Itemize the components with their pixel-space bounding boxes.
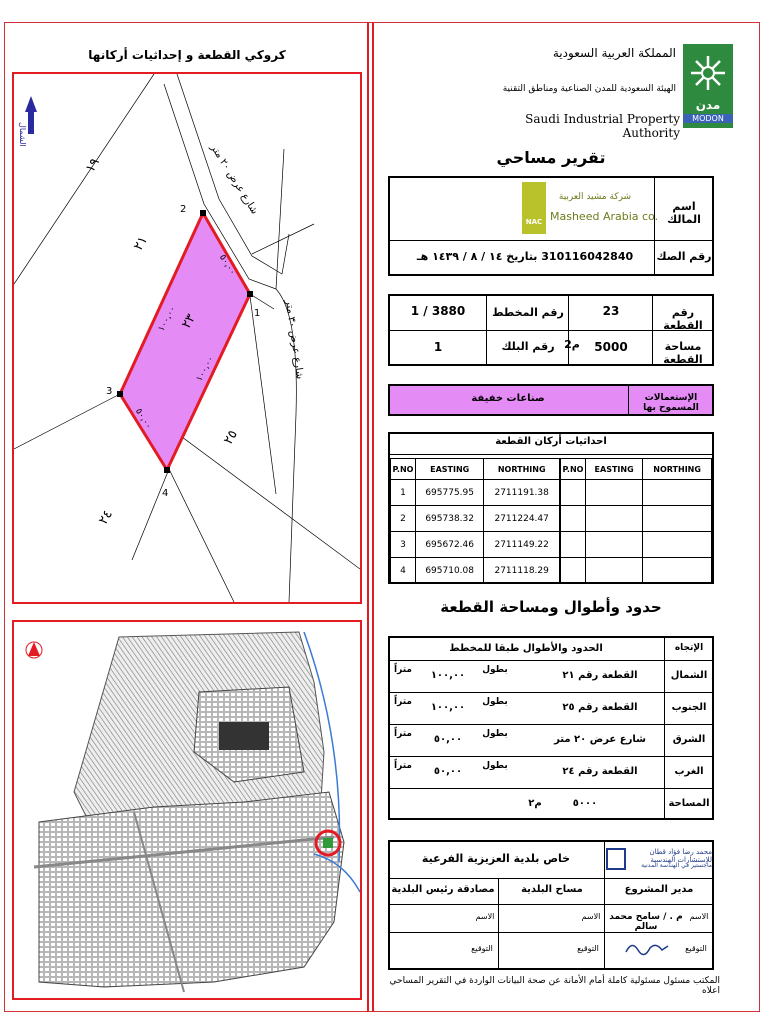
sketch-title: كروكي القطعة و إحداثيات أركانها xyxy=(88,48,286,62)
cell-easting: 695672.46 xyxy=(416,532,484,558)
municipality-title: خاص بلدية العزيزية الفرعية xyxy=(421,852,571,865)
neighbor-19: ١٩ xyxy=(82,155,103,176)
bound-desc: القطعة رقم ٢٤ xyxy=(562,766,638,777)
bound-len: ٥٠,٠٠ xyxy=(433,766,463,777)
cell-northing: 2711224.47 xyxy=(484,506,560,532)
plot-no-value: 23 xyxy=(602,304,620,318)
bound-dir: الغرب xyxy=(674,766,704,777)
mayor-approval-title: مصادقة رئيس البلدية xyxy=(391,884,495,895)
company-logo xyxy=(522,182,546,234)
bound-desc: شارع عرض ٢٠ متر xyxy=(554,734,646,745)
street-top-label: شارع عرض ٢٠ متر xyxy=(208,142,260,217)
report-title: تقرير مساحي xyxy=(496,148,606,167)
north-label: الشمال xyxy=(18,122,27,147)
plot-number-label: ٢٣ xyxy=(178,311,199,332)
header-pno-2: P.NO xyxy=(561,459,586,480)
col-direction: الإتجاه xyxy=(674,643,704,653)
usage-box xyxy=(388,384,714,416)
dim-left: ١٠٠,٠٠ xyxy=(156,304,179,334)
plot-info-box xyxy=(388,294,714,366)
table-row xyxy=(391,506,560,532)
office-sub: ماجستير في الهندسة المدنية xyxy=(641,862,712,869)
cell-northing: 2711191.38 xyxy=(484,480,560,506)
bound-dir: الشمال xyxy=(670,670,708,681)
footer-disclaimer: المكتب مسئول مسئولية كاملة أمام الأمانة عن صحة البيانات الواردة في التقرير المساحي اعلاه xyxy=(389,976,720,996)
company-name-en: Masheed Arabia co. xyxy=(550,210,659,223)
manager-signature-icon xyxy=(622,936,672,960)
center-divider xyxy=(367,22,369,1012)
block-value: 1 xyxy=(433,340,443,354)
owner-label: اسم المالك xyxy=(667,200,701,226)
bound-len: ١٠٠,٠٠ xyxy=(430,670,466,681)
owner-box xyxy=(388,176,714,276)
street-right-label: شارع عرض ٣٠ متر xyxy=(282,299,306,380)
block-label: رقم البلك xyxy=(501,340,555,353)
municipality-surveyor-title: مساح البلدية xyxy=(521,884,583,895)
usage-label: الإستعمالات المسموح بها xyxy=(643,393,699,413)
bound-desc: القطعة رقم ٢٥ xyxy=(562,702,638,713)
cell-northing: 2711149.22 xyxy=(484,532,560,558)
logo-text-ar: مدن xyxy=(695,98,721,112)
area-label: مساحة القطعة xyxy=(663,340,703,366)
table-row xyxy=(391,532,560,558)
corner-2: 2 xyxy=(180,204,187,215)
usage-value: صناعات خفيفة xyxy=(471,393,545,404)
neighbor-21: ٢١ xyxy=(130,233,151,254)
office-stamp xyxy=(606,846,712,876)
header-easting-2: EASTING xyxy=(586,459,643,480)
table-row xyxy=(391,558,560,584)
bound-row-east xyxy=(390,725,712,756)
corner-3: 3 xyxy=(106,386,113,397)
cell-pno: 1 xyxy=(391,480,416,506)
map-north-icon xyxy=(28,642,40,656)
area-unit: م2 xyxy=(564,338,580,351)
dim-right: ١٠٠,٠٠ xyxy=(194,354,217,384)
coords-title: احداثيات أركان القطعة xyxy=(495,436,607,447)
sketch-drawing xyxy=(14,74,360,602)
location-map-panel xyxy=(12,620,362,1000)
coords-box xyxy=(388,432,714,584)
name-label-3: الاسم xyxy=(475,912,495,921)
cell-easting: 695775.95 xyxy=(416,480,484,506)
area-value: 5000 xyxy=(594,340,628,354)
neighbor-24: ٢٤ xyxy=(95,507,116,528)
bound-row-west xyxy=(390,757,712,788)
center-divider-2 xyxy=(372,22,374,1012)
col-limits: الحدود والأطوال طبقا للمخطط xyxy=(449,643,603,654)
bound-unit: متراً xyxy=(394,697,412,707)
dim-bottom: ٥٠,٠٠ xyxy=(132,406,154,432)
authority-name-en: Saudi Industrial Property Authority xyxy=(525,112,680,140)
project-manager-title: مدير المشروع xyxy=(624,884,694,895)
coords-table xyxy=(390,458,560,584)
bound-row-south xyxy=(390,693,712,724)
bound-dir: الشرق xyxy=(672,734,706,745)
location-map xyxy=(14,622,360,998)
manager-name: م . / سامح محمد سالم xyxy=(609,912,683,932)
bound-desc: القطعة رقم ٢١ xyxy=(562,670,638,681)
corner-4: 4 xyxy=(162,488,169,499)
bounds-area-value: ٥٠٠٠ xyxy=(572,798,598,809)
sketch-panel xyxy=(12,72,362,604)
bound-len: ٥٠,٠٠ xyxy=(433,734,463,745)
office-name: محمد رضا فؤاد قطان للإستشارات الهندسية xyxy=(649,848,712,864)
cell-easting: 695738.32 xyxy=(416,506,484,532)
bound-dir: الجنوب xyxy=(671,702,707,713)
header-northing-2: NORTHING xyxy=(643,459,712,480)
bound-unit: متراً xyxy=(394,761,412,771)
deed-label: رقم الصك xyxy=(656,250,712,263)
deed-value: 310116042840 بتاريخ ١٤ / ٨ / ١٤٣٩ هـ xyxy=(416,250,634,263)
bounds-title: حدود وأطوال ومساحة القطعة xyxy=(440,598,662,616)
cell-northing: 2711118.29 xyxy=(484,558,560,584)
header-northing: NORTHING xyxy=(484,459,560,480)
bound-unit: متراً xyxy=(394,729,412,739)
cell-pno: 2 xyxy=(391,506,416,532)
authority-name-ar: الهيئة السعودية للمدن الصناعية ومناطق التقنية xyxy=(502,84,676,94)
bound-by: بطول xyxy=(482,729,508,739)
logo-text-en: MODON xyxy=(683,114,733,123)
corner-1: 1 xyxy=(254,308,261,319)
table-row xyxy=(391,480,560,506)
kingdom-name: المملكة العربية السعودية xyxy=(552,46,676,60)
company-mark: NAC xyxy=(525,218,543,226)
header-pno: P.NO xyxy=(391,459,416,480)
company-name-ar: شركة مشيد العربية xyxy=(558,192,632,202)
bound-by: بطول xyxy=(482,665,508,675)
plot-no-label: رقم القطعة xyxy=(663,306,703,332)
bounds-area-unit: م٢ xyxy=(528,798,542,809)
name-label-1: الاسم xyxy=(689,912,709,921)
cell-easting: 695710.08 xyxy=(416,558,484,584)
modon-logo xyxy=(683,44,733,128)
plan-no-value: 1 / 3880 xyxy=(410,304,466,318)
cell-pno: 3 xyxy=(391,532,416,558)
bound-by: بطول xyxy=(482,761,508,771)
sign-label-2: التوقيع xyxy=(577,944,599,953)
signature-box xyxy=(388,840,714,970)
bounds-area-label: المساحة xyxy=(668,798,710,809)
coords-table-empty xyxy=(560,458,712,584)
bound-unit: متراً xyxy=(394,665,412,675)
office-logo-icon xyxy=(606,848,626,870)
bound-row-north xyxy=(390,661,712,692)
plan-no-label: رقم المخطط xyxy=(492,306,564,319)
north-arrow-icon xyxy=(25,96,37,112)
neighbor-25: ٢٥ xyxy=(220,427,241,448)
cell-pno: 4 xyxy=(391,558,416,584)
header-easting: EASTING xyxy=(416,459,484,480)
dim-top: ٥٠,٠٠ xyxy=(216,252,238,278)
bound-by: بطول xyxy=(482,697,508,707)
bound-len: ١٠٠,٠٠ xyxy=(430,702,466,713)
bounds-box xyxy=(388,636,714,820)
sign-label-1: التوقيع xyxy=(685,944,707,953)
name-label-2: الاسم xyxy=(581,912,601,921)
modon-emblem-icon xyxy=(683,48,733,98)
sign-label-3: التوقيع xyxy=(471,944,493,953)
